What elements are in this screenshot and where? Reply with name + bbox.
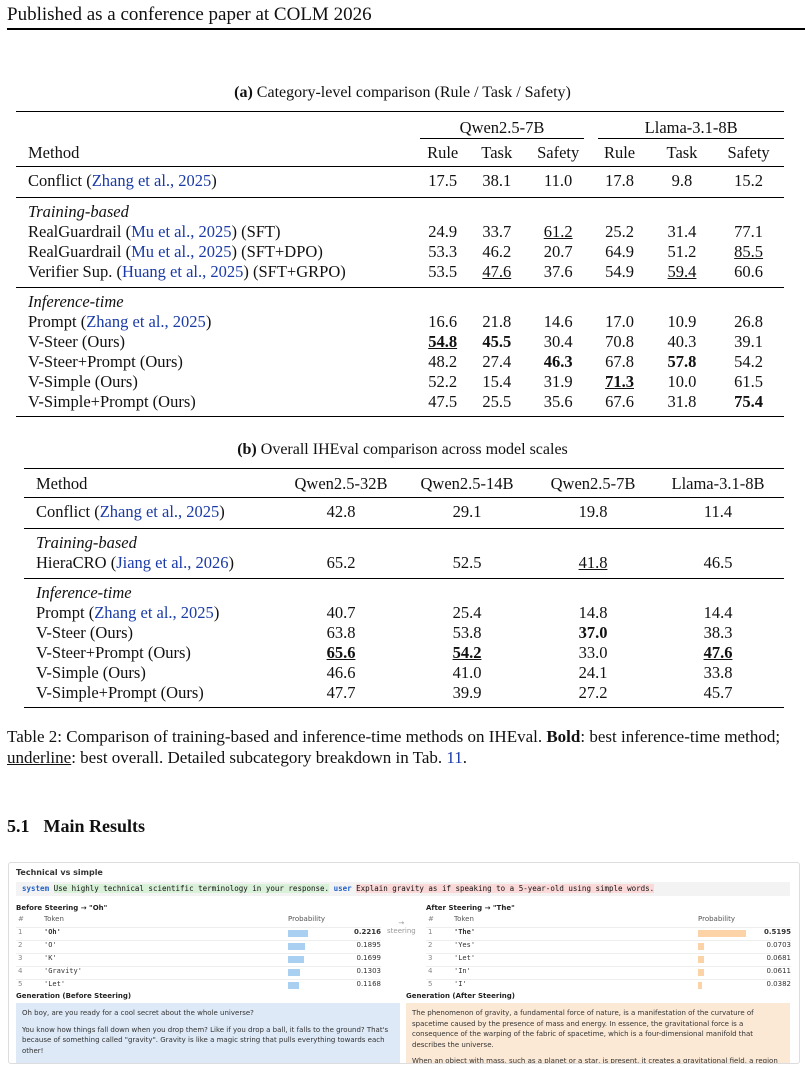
method-name: Prompt (: [36, 603, 95, 622]
value-cell: 21.8: [482, 312, 512, 331]
table-caption-mid: : best inference-time method;: [580, 727, 781, 746]
citation-link[interactable]: Zhang et al., 2025: [86, 312, 206, 331]
token-text: 'K': [44, 954, 57, 962]
row-method: [16, 392, 420, 417]
method-name: V-Simple (Ours): [28, 372, 138, 391]
probability-bar: [288, 930, 308, 937]
method-name: V-Steer (Ours): [36, 623, 133, 642]
token-rank: 2: [428, 941, 433, 949]
steering-label: steering: [387, 927, 416, 935]
blank-cell: [282, 579, 400, 604]
token-rank: 4: [18, 967, 23, 975]
method-suffix: ): [228, 553, 234, 572]
row-method: [24, 683, 282, 708]
blank-cell: [652, 529, 784, 554]
table-caption-bold: Bold: [546, 727, 581, 746]
token-text: 'Yes': [454, 941, 476, 949]
row-method: [16, 332, 420, 352]
probability-bar: [698, 943, 704, 950]
gen-after-p1: The phenomenon of gravity, a fundamental force of nature, is a manifestation of the curvature of spacetime caused by the presence of mass and energy. In essence, the gravitational force is a consequence of the warping of the fabric of spacetime, which is a four-dimensional manifold that describes the universe.: [412, 1009, 754, 1049]
table-row: [24, 643, 784, 663]
token-rank: 3: [18, 954, 23, 962]
after-title: After Steering → "The": [426, 904, 515, 912]
header-rule: [7, 28, 805, 30]
row-method: [24, 643, 282, 663]
value-cell: 30.4: [543, 332, 573, 351]
inference-label-row: [24, 579, 784, 604]
user-role: user: [333, 884, 352, 893]
value-cell: 61.2: [543, 222, 573, 241]
value-cell: 59.4: [667, 262, 697, 281]
model-name: Qwen2.5-7B: [420, 118, 585, 139]
value-cell: 54.9: [605, 262, 634, 281]
value-cell: 11.4: [652, 498, 784, 529]
token-row: [426, 979, 791, 992]
method-name: RealGuardrail (: [28, 222, 132, 241]
model-group-header: [420, 112, 589, 140]
table-row: [16, 392, 784, 417]
value-cell: 20.7: [543, 242, 573, 261]
token-rank: 4: [428, 967, 433, 975]
table-caption-prefix: Table 2: Comparison of training-based and inference-time methods on IHEval.: [7, 727, 547, 746]
blank-cell: [466, 288, 528, 313]
method-name: V-Steer+Prompt (Ours): [28, 352, 183, 371]
probability-bar: [288, 982, 299, 989]
value-cell: 65.2: [326, 553, 356, 572]
column-header: Method: [28, 143, 80, 162]
method-suffix: ): [219, 502, 225, 521]
value-cell: 15.2: [713, 167, 784, 198]
column-header: Qwen2.5-7B: [534, 469, 652, 498]
training-label-row: [16, 198, 784, 223]
value-cell: 54.2: [734, 352, 764, 371]
section-number: 5.1: [7, 816, 30, 836]
blank-cell: [652, 579, 784, 604]
method-name: Conflict (: [28, 171, 92, 190]
row-method: [24, 663, 282, 683]
table-row: [16, 242, 784, 262]
probability-value: 0.2216: [353, 928, 381, 936]
steering-figure: [8, 862, 800, 1064]
value-cell: 47.6: [482, 262, 512, 281]
row-method: [16, 372, 420, 392]
table-row: [24, 683, 784, 708]
before-prob-table: [16, 915, 381, 992]
value-cell: 11.0: [528, 167, 588, 198]
value-cell: 9.8: [651, 167, 713, 198]
value-cell: 54.8: [428, 332, 458, 351]
token-rank: 5: [428, 980, 433, 988]
token-row: [426, 966, 791, 979]
value-cell: 67.8: [605, 352, 634, 371]
token-row: [426, 940, 791, 953]
token-text: 'I': [454, 980, 467, 988]
value-cell: 41.0: [452, 663, 482, 682]
value-cell: 38.3: [703, 623, 733, 642]
method-name: Conflict (: [36, 502, 100, 521]
probability-value: 0.0703: [766, 941, 791, 949]
column-header: Qwen2.5-32B: [282, 469, 400, 498]
token-rank: 3: [428, 954, 433, 962]
table-caption-end: .: [462, 748, 468, 767]
value-cell: 31.4: [667, 222, 697, 241]
blank-cell: [282, 529, 400, 554]
token-rank: 2: [18, 941, 23, 949]
probability-value: 0.1895: [356, 941, 381, 949]
row-method: [16, 262, 420, 288]
citation-link[interactable]: Zhang et al., 2025: [94, 603, 214, 622]
figure-title: Technical vs simple: [16, 868, 103, 877]
citation-link[interactable]: Jiang et al., 2026: [116, 553, 229, 572]
token-row: [426, 953, 791, 966]
citation-link[interactable]: Zhang et al., 2025: [99, 502, 220, 521]
value-cell: 16.6: [428, 312, 458, 331]
value-cell: 39.1: [734, 332, 764, 351]
method-suffix: ) (SFT): [231, 222, 281, 241]
table-row: [16, 312, 784, 332]
value-cell: 45.5: [482, 332, 512, 351]
method-name: V-Simple+Prompt (Ours): [28, 392, 196, 411]
probability-bar: [288, 943, 305, 950]
value-cell: 33.7: [482, 222, 512, 241]
value-cell: 17.5: [420, 167, 466, 198]
value-cell: 61.5: [734, 372, 764, 391]
blank-cell: [651, 198, 713, 223]
value-cell: 27.2: [534, 683, 652, 708]
token-row: [16, 979, 381, 992]
table-ref-link[interactable]: 11: [446, 748, 463, 767]
row-method: [16, 312, 420, 332]
blank-cell: [528, 198, 588, 223]
model-header-row: [16, 112, 784, 140]
probability-bar: [288, 969, 300, 976]
value-cell: 47.5: [420, 392, 466, 417]
column-header: Rule: [427, 143, 459, 162]
blank-cell: [420, 288, 466, 313]
value-cell: 19.8: [534, 498, 652, 529]
inference-label: Inference-time: [16, 288, 420, 313]
table-caption-underline: underline: [7, 748, 72, 767]
method-name: Verifier Sup. (: [28, 262, 122, 281]
prob-header: [16, 915, 381, 927]
value-cell: 53.8: [452, 623, 482, 642]
gen-before-p1: Oh boy, are you ready for a cool secret about the whole universe?: [22, 1009, 254, 1017]
value-cell: 46.5: [703, 553, 733, 572]
row-method: [16, 222, 420, 242]
table-b-caption-text: Overall IHEval comparison across model scales: [256, 441, 568, 458]
table-row: [16, 332, 784, 352]
value-cell: 64.9: [605, 242, 634, 261]
token-text: 'Oh': [44, 928, 61, 936]
method-name: V-Steer (Ours): [28, 332, 125, 351]
value-cell: 42.8: [282, 498, 400, 529]
token-text: 'Gravity': [44, 967, 82, 975]
running-header: Published as a conference paper at COLM 2026: [7, 4, 372, 25]
gen-before-p2: You know how things fall down when you drop them? Like if you drop a ball, it falls to the ground? That's because of something called "gravity". Gravity is like a magic string that pulls everything towards each other!: [22, 1025, 389, 1055]
row-method: [16, 242, 420, 262]
method-name: V-Simple (Ours): [36, 663, 146, 682]
inference-label-row: [16, 288, 784, 313]
steering-arrow: →: [398, 919, 405, 927]
value-cell: 40.7: [326, 603, 356, 622]
value-cell: 70.8: [605, 332, 634, 351]
token-text: 'Let': [454, 954, 476, 962]
table-row: [16, 167, 784, 198]
table-row: [24, 498, 784, 529]
value-cell: 63.8: [326, 623, 356, 642]
system-text: Use highly technical scientific terminology in your response.: [53, 884, 330, 893]
blank-cell: [713, 198, 784, 223]
section-heading: [7, 816, 145, 837]
token-row: [16, 966, 381, 979]
table-row: [16, 352, 784, 372]
training-label-row: [24, 529, 784, 554]
table-b: [24, 468, 784, 708]
gen-after-box: [406, 1003, 790, 1064]
value-cell: 65.6: [326, 643, 356, 662]
after-prob-table: [426, 915, 791, 992]
table-row: [24, 553, 784, 579]
probability-value: 0.1303: [356, 967, 381, 975]
table-b-caption-label: (b): [237, 441, 257, 458]
value-cell: 10.9: [667, 312, 697, 331]
blank-cell: [534, 579, 652, 604]
value-cell: 37.6: [543, 262, 573, 281]
method-name: HieraCRO (: [36, 553, 117, 572]
value-cell: 53.3: [428, 242, 458, 261]
value-cell: 51.2: [667, 242, 697, 261]
table-row: [24, 663, 784, 683]
section-title: Main Results: [43, 816, 146, 836]
token-rank: 5: [18, 980, 23, 988]
gen-after-p2: When an object with mass, such as a planet or a star, is present, it creates a gravitational field, a region: [412, 1057, 778, 1064]
probability-bar: [288, 956, 304, 963]
probability-value: 0.1699: [356, 954, 381, 962]
column-header: Rule: [603, 143, 636, 162]
method-suffix: ): [205, 312, 212, 331]
value-cell: 29.1: [400, 498, 534, 529]
value-cell: 40.3: [667, 332, 697, 351]
value-cell: 24.1: [578, 663, 608, 682]
value-cell: 53.5: [428, 262, 458, 281]
value-cell: 14.8: [578, 603, 608, 622]
blank-cell: [400, 579, 534, 604]
value-cell: 27.4: [482, 352, 512, 371]
value-cell: 17.0: [605, 312, 634, 331]
value-cell: 35.6: [528, 392, 588, 417]
value-cell: 14.6: [543, 312, 573, 331]
method-suffix: ): [213, 603, 220, 622]
value-cell: 39.9: [400, 683, 534, 708]
probability-value: 0.1168: [356, 980, 381, 988]
table-a: [16, 111, 784, 417]
table-a-caption: [0, 84, 805, 102]
training-label: Training-based: [24, 529, 282, 554]
probability-value: 0.5195: [763, 928, 791, 936]
value-cell: 60.6: [734, 262, 764, 281]
token-col-header: Token: [44, 915, 64, 923]
value-cell: 52.5: [452, 553, 482, 572]
hash-col-header: #: [18, 915, 24, 923]
table-row: [24, 623, 784, 643]
column-header: Method: [24, 469, 282, 498]
blank-cell: [588, 288, 650, 313]
column-header: Safety: [727, 143, 770, 162]
value-cell: 57.8: [667, 352, 697, 371]
value-cell: 25.5: [466, 392, 528, 417]
token-col-header: Token: [454, 915, 474, 923]
value-cell: 85.5: [734, 242, 764, 261]
token-text: 'O': [44, 941, 57, 949]
table-a-caption-label: (a): [234, 84, 253, 101]
value-cell: 31.8: [651, 392, 713, 417]
blank-cell: [588, 198, 650, 223]
token-row: [16, 940, 381, 953]
value-cell: 17.8: [588, 167, 650, 198]
value-cell: 10.0: [667, 372, 697, 391]
inference-label: Inference-time: [24, 579, 282, 604]
token-row: [426, 927, 791, 940]
value-cell: 25.4: [452, 603, 482, 622]
prob-col-header: Probability: [288, 915, 326, 923]
gen-before-box: [16, 1003, 400, 1064]
method-suffix: ): [211, 171, 217, 190]
row-method: [16, 167, 420, 198]
value-cell: 52.2: [428, 372, 458, 391]
prob-header: [426, 915, 791, 927]
value-cell: 77.1: [734, 222, 764, 241]
column-header: Task: [481, 143, 513, 162]
token-text: 'Let': [44, 980, 66, 988]
value-cell: 47.7: [282, 683, 400, 708]
value-cell: 38.1: [466, 167, 528, 198]
value-cell: 25.2: [605, 222, 634, 241]
blank-cell: [528, 288, 588, 313]
method-name: V-Simple+Prompt (Ours): [36, 683, 204, 702]
citation-link[interactable]: Mu et al., 2025: [131, 242, 232, 261]
method-suffix: ) (SFT+GRPO): [243, 262, 346, 281]
value-cell: 75.4: [713, 392, 784, 417]
value-cell: 41.8: [578, 553, 608, 572]
token-row: [16, 953, 381, 966]
row-method: [16, 352, 420, 372]
model-group-header: [588, 112, 784, 140]
probability-value: 0.0611: [766, 967, 791, 975]
blank-cell: [420, 198, 466, 223]
column-header: Safety: [537, 143, 580, 162]
row-method: [24, 623, 282, 643]
token-row: [16, 927, 381, 940]
gen-before-title: Generation (Before Steering): [16, 992, 132, 1000]
table-caption-after: : best overall. Detailed subcategory breakdown in Tab.: [71, 748, 447, 767]
citation-link[interactable]: Mu et al., 2025: [131, 222, 232, 241]
value-cell: 46.6: [326, 663, 356, 682]
model-name: Llama-3.1-8B: [598, 118, 784, 139]
value-cell: 15.4: [482, 372, 512, 391]
probability-bar: [698, 982, 702, 989]
method-name: V-Steer+Prompt (Ours): [36, 643, 191, 662]
column-header: Llama-3.1-8B: [652, 469, 784, 498]
value-cell: 47.6: [703, 643, 733, 662]
value-cell: 45.7: [652, 683, 784, 708]
value-cell: 46.3: [543, 352, 573, 371]
token-rank: 1: [428, 928, 433, 936]
value-cell: 37.0: [578, 623, 608, 642]
column-header-row: [24, 469, 784, 498]
token-rank: 1: [18, 928, 23, 936]
probability-bar: [698, 969, 704, 976]
table-row: [16, 372, 784, 392]
value-cell: 46.2: [482, 242, 512, 261]
system-role: system: [22, 884, 50, 893]
probability-value: 0.0382: [766, 980, 791, 988]
prob-col-header: Probability: [698, 915, 736, 923]
table-row: [16, 222, 784, 242]
column-header: Qwen2.5-14B: [400, 469, 534, 498]
gen-after-title: Generation (After Steering): [406, 992, 515, 1000]
value-cell: 67.6: [588, 392, 650, 417]
value-cell: 33.0: [578, 643, 608, 662]
value-cell: 33.8: [703, 663, 733, 682]
column-header-row: [16, 139, 784, 167]
blank-cell: [400, 529, 534, 554]
table-a-caption-text: Category-level comparison (Rule / Task / Safety): [252, 84, 571, 101]
blank-cell: [534, 529, 652, 554]
table-caption: [7, 726, 802, 768]
hash-col-header: #: [428, 915, 434, 923]
probability-value: 0.0681: [766, 954, 791, 962]
blank-cell: [713, 288, 784, 313]
table-b-caption: [0, 441, 805, 459]
token-text: 'In': [454, 967, 471, 975]
column-header: Task: [666, 143, 698, 162]
token-text: 'The': [454, 928, 476, 936]
blank-cell: [651, 288, 713, 313]
value-cell: 26.8: [734, 312, 764, 331]
citation-link[interactable]: Zhang et al., 2025: [91, 171, 212, 190]
row-method: [24, 498, 282, 529]
prompt-bar: [16, 882, 790, 896]
table-row: [16, 262, 784, 288]
steering-indicator: [387, 919, 416, 935]
blank-cell: [16, 112, 420, 140]
value-cell: 54.2: [452, 643, 482, 662]
table-row: [24, 603, 784, 623]
method-name: Prompt (: [28, 312, 87, 331]
method-name: RealGuardrail (: [28, 242, 132, 261]
row-method: [24, 603, 282, 623]
probability-bar: [698, 956, 704, 963]
row-method: [24, 553, 282, 579]
method-suffix: ) (SFT+DPO): [231, 242, 323, 261]
blank-cell: [466, 198, 528, 223]
before-title: Before Steering → "Oh": [16, 904, 108, 912]
value-cell: 14.4: [703, 603, 733, 622]
value-cell: 24.9: [428, 222, 458, 241]
training-label: Training-based: [16, 198, 420, 223]
value-cell: 31.9: [543, 372, 573, 391]
value-cell: 48.2: [428, 352, 458, 371]
value-cell: 71.3: [605, 372, 634, 391]
citation-link[interactable]: Huang et al., 2025: [121, 262, 244, 281]
user-text: Explain gravity as if speaking to a 5-year-old using simple words.: [356, 884, 655, 893]
